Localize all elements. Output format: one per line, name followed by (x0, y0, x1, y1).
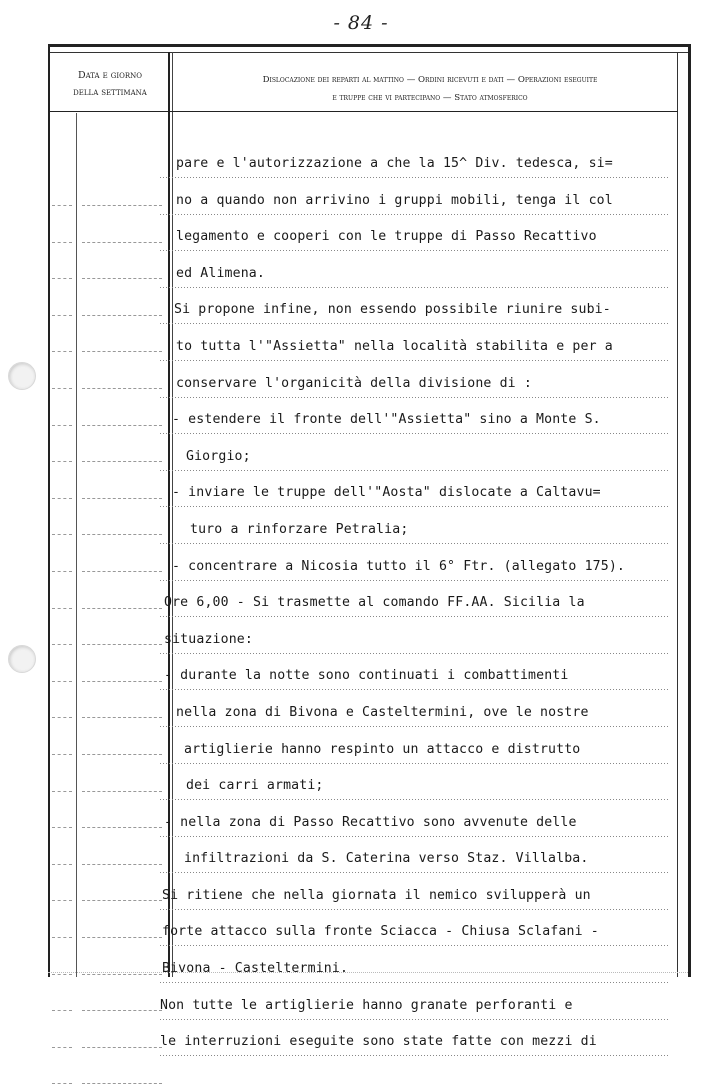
diary-text (160, 150, 670, 1065)
frame-right-rule (677, 52, 678, 977)
date-row-line (82, 425, 162, 426)
date-row-line (82, 644, 162, 645)
text-line-content: Bivona - Casteltermini. (162, 961, 349, 977)
text-line-content: legamento e cooperi con le truppe di Passo Recattivo (176, 229, 597, 245)
date-row-line (82, 351, 162, 352)
date-row-line (82, 864, 162, 865)
date-header-line1: Data e giorno (77, 70, 142, 81)
text-line-content: artiglierie hanno respinto un attacco e distrutto (184, 741, 581, 757)
date-row-line (52, 315, 72, 316)
date-row-line (82, 681, 162, 682)
date-row-line (52, 608, 72, 609)
text-line (160, 699, 670, 736)
text-line (160, 443, 670, 480)
text-line-content: dei carri armati; (186, 778, 324, 794)
text-line (160, 955, 670, 992)
date-row-line (82, 974, 162, 975)
text-line (160, 479, 670, 516)
text-line-content: forte attacco sulla fronte Sciacca - Chiusa Sclafani - (162, 924, 599, 940)
date-row-line (82, 278, 162, 279)
date-row-line (82, 534, 162, 535)
date-row-line (52, 498, 72, 499)
text-line (160, 333, 670, 370)
date-row-line (82, 205, 162, 206)
text-line (160, 1028, 670, 1065)
text-line (160, 150, 670, 187)
text-line-content: Si ritiene che nella giornata il nemico svilupperà un (162, 887, 591, 903)
text-line (160, 370, 670, 407)
date-row-line (52, 937, 72, 938)
operations-column-header (190, 71, 670, 107)
text-line (160, 772, 670, 809)
text-line-content: Non tutte le artiglierie hanno granate perforanti e (160, 997, 573, 1013)
text-line-content: nella zona di Bivona e Casteltermini, ove le nostre (176, 704, 589, 720)
text-line-content: Si propone infine, non essendo possibile riunire subi- (174, 302, 611, 318)
date-row-line (52, 278, 72, 279)
text-line-content: pare e l'autorizzazione a che la 15^ Div. tedesca, si= (176, 156, 613, 171)
date-row-line (52, 461, 72, 462)
text-line-content: le interruzioni eseguite sono state fatte con mezzi di (160, 1034, 597, 1050)
text-line (160, 260, 670, 297)
date-row-line (82, 937, 162, 938)
date-row-line (52, 681, 72, 682)
text-line-content: - durante la notte sono continuati i combattimenti (164, 668, 569, 684)
date-row-line (52, 425, 72, 426)
date-row-line (52, 242, 72, 243)
text-line (160, 516, 670, 553)
text-line (160, 882, 670, 919)
text-line (160, 626, 670, 663)
text-line-content: - concentrare a Nicosia tutto il 6° Ftr. (allegato 175). (172, 558, 626, 574)
date-row-line (82, 571, 162, 572)
text-line-content: to tutta l'"Assietta" nella località stabilita e per a (176, 338, 613, 354)
text-line-content: Giorgio; (186, 448, 251, 464)
date-row-line (82, 791, 162, 792)
date-row-line (52, 900, 72, 901)
text-line (160, 736, 670, 773)
date-row-line (82, 498, 162, 499)
operations-header-line2: e truppe che vi partecipano — Stato atmosferico (332, 93, 528, 103)
punch-hole-lower (8, 645, 36, 673)
date-row-line (52, 1010, 72, 1011)
text-line-content: - estendere il fronte dell'"Assietta" sino a Monte S. (172, 412, 601, 428)
text-line (160, 553, 670, 590)
date-row-line (52, 644, 72, 645)
text-line (160, 918, 670, 955)
date-subcolumn-divider (76, 113, 77, 977)
text-line-content: infiltrazioni da S. Caterina verso Staz. Villalba. (184, 851, 589, 867)
text-line (160, 845, 670, 882)
date-row-line (82, 717, 162, 718)
date-row-line (82, 754, 162, 755)
operations-header-line1: Dislocazione dei reparti al mattino — Ordini ricevuti e dati — Operazioni eseguite (262, 75, 598, 85)
date-row-line (82, 827, 162, 828)
page-number: - 84 - (333, 12, 389, 34)
text-line-content: situazione: (164, 631, 253, 647)
date-row-line (82, 1047, 162, 1048)
date-row-line (52, 864, 72, 865)
date-row-line (52, 717, 72, 718)
text-line-content: no a quando non arrivino i gruppi mobili, tenga il col (176, 192, 613, 208)
date-row-line (82, 608, 162, 609)
date-row-line (52, 205, 72, 206)
date-row-line (82, 900, 162, 901)
header-rule (50, 111, 678, 112)
text-line (160, 296, 670, 333)
text-line (160, 992, 670, 1029)
text-line-content: - nella zona di Passo Recattivo sono avvenute delle (164, 814, 577, 830)
date-row-line (82, 1010, 162, 1011)
text-line (160, 589, 670, 626)
date-row-line (52, 571, 72, 572)
date-header-line2: della settimana (73, 87, 147, 98)
frame-top-rule (50, 52, 688, 53)
date-row-line (82, 461, 162, 462)
page-bottom-edge (48, 972, 688, 973)
date-row-line (52, 388, 72, 389)
date-row-line (52, 827, 72, 828)
date-row-line (52, 974, 72, 975)
text-line-content: turo a rinforzare Petralia; (190, 521, 409, 537)
text-line (160, 809, 670, 846)
text-line (160, 223, 670, 260)
text-line (160, 187, 670, 224)
date-column (50, 113, 168, 977)
text-line-content: ed Alimena. (176, 265, 265, 281)
date-column-header (54, 67, 166, 101)
date-row-line (82, 242, 162, 243)
date-row-line (82, 388, 162, 389)
text-line (160, 662, 670, 699)
date-row-line (52, 1047, 72, 1048)
date-row-line (52, 754, 72, 755)
date-row-line (82, 315, 162, 316)
text-line (160, 406, 670, 443)
text-line-content: Ore 6,00 - Si trasmette al comando FF.AA. Sicilia la (164, 595, 585, 611)
text-line-content: - inviare le truppe dell'"Aosta" dislocate a Caltavu= (172, 485, 601, 501)
text-line-content: conservare l'organicità della divisione di : (176, 375, 532, 391)
punch-hole-upper (8, 362, 36, 390)
date-row-line (52, 791, 72, 792)
date-row-line (52, 534, 72, 535)
date-row-line (52, 351, 72, 352)
